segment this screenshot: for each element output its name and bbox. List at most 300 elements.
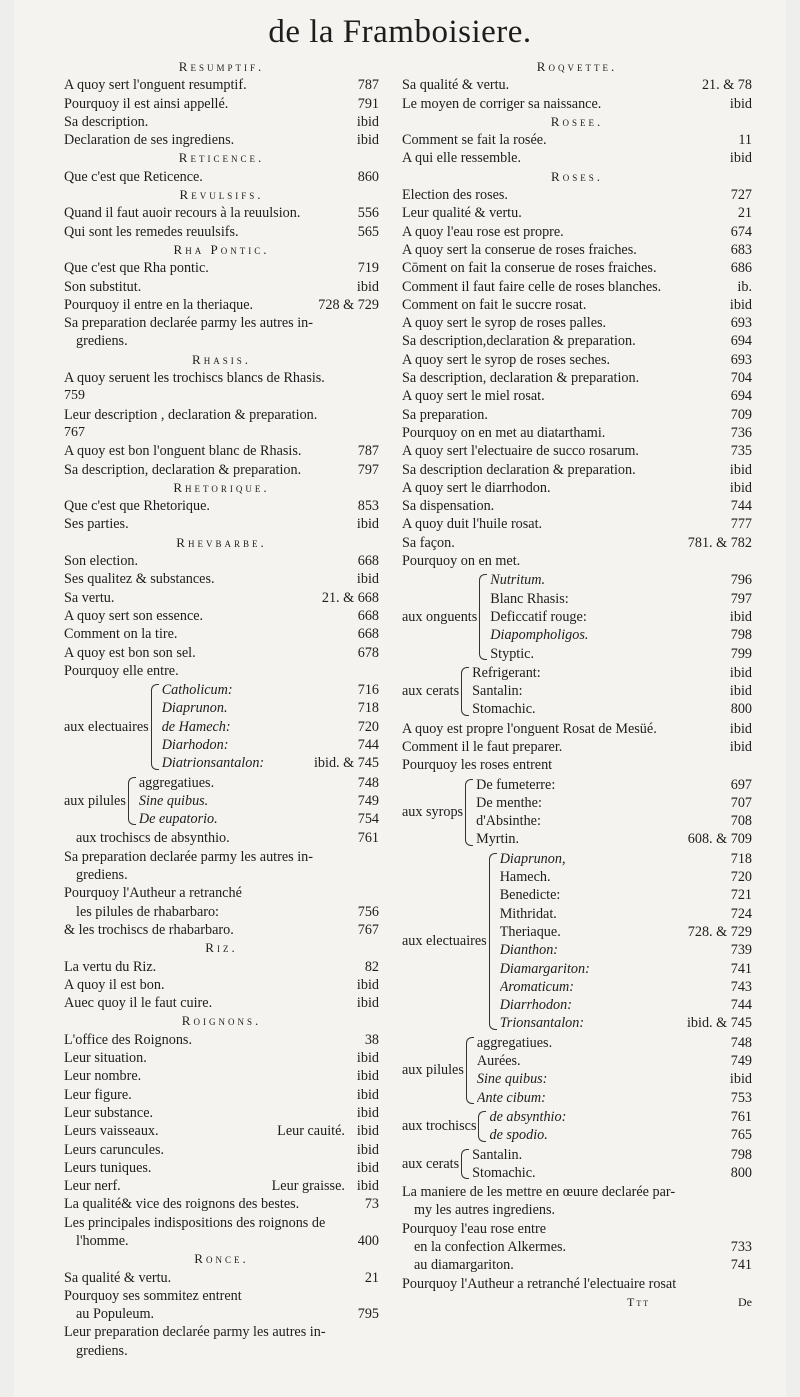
bracketed-group — [64, 774, 379, 829]
page-reference: 791 — [357, 95, 379, 112]
entry-text: Sa description, declaration & preparation. — [64, 461, 302, 478]
page-reference: 556 — [357, 205, 379, 222]
bracketed-group — [402, 571, 752, 662]
group-label: aux cerats — [402, 683, 460, 700]
entry-line — [64, 1342, 379, 1360]
entry-text: en la confection Alkermes. — [414, 1239, 567, 1255]
group-item — [490, 626, 752, 644]
group-item — [477, 1052, 752, 1070]
index-entry — [64, 406, 379, 424]
entry-text: A quoy duit l'huile rosat. — [402, 516, 543, 533]
index-entry — [402, 369, 752, 387]
page-reference: 733 — [730, 1239, 752, 1255]
index-entry — [64, 570, 379, 588]
index-entry — [402, 1183, 752, 1220]
entry-text: Sa vertu. — [64, 589, 115, 606]
entry-text: A quoy est propre l'onguent Rosat de Mesüé. — [402, 720, 657, 737]
brace-icon — [128, 777, 136, 826]
group-item — [500, 1014, 752, 1032]
entry-text-continued: grediens. — [76, 333, 128, 350]
index-entry — [402, 534, 752, 552]
index-entry — [402, 442, 752, 460]
group-label: aux onguents — [402, 608, 478, 625]
page-reference: 761 — [730, 1108, 752, 1125]
index-entry — [64, 1214, 379, 1251]
page-reference: ibid — [729, 461, 752, 478]
entry-text: Auec quoy il le faut cuire. — [64, 995, 213, 1012]
page-reference: ibid — [356, 571, 379, 588]
group-item — [500, 978, 752, 996]
page-reference: 744 — [730, 997, 752, 1014]
group-item — [139, 774, 379, 792]
entry-line — [64, 1232, 379, 1250]
entry-text: Leur nerf. — [64, 1178, 121, 1195]
page-reference: 668 — [357, 626, 379, 643]
page-reference: 704 — [730, 370, 752, 387]
page-reference: 668 — [357, 607, 379, 624]
group-label: aux electuaires — [402, 933, 487, 950]
entry-text: Sa dispensation. — [402, 498, 495, 515]
group-item — [489, 1126, 752, 1144]
entry-text: A qui elle ressemble. — [402, 150, 521, 167]
entry-text: Ante cibum: — [476, 1089, 546, 1106]
page-reference: 787 — [357, 443, 379, 460]
group-item — [476, 776, 752, 794]
page-reference: 754 — [357, 811, 379, 828]
book-page — [14, 0, 786, 1397]
group-items — [472, 664, 752, 719]
page-reference: 721 — [730, 887, 752, 904]
group-label: aux cerats — [402, 1155, 460, 1172]
page-reference: 11 — [738, 132, 752, 149]
page-reference: 728 & 729 — [318, 296, 379, 313]
page-reference: 749 — [730, 1053, 752, 1070]
entry-text: Mithridat. — [499, 905, 557, 922]
entry-text: Leurs caruncules. — [64, 1141, 165, 1158]
index-entry — [402, 1275, 752, 1293]
brace-icon — [466, 1037, 474, 1104]
signature-mark: Ttt — [627, 1294, 651, 1309]
entry-text: Comment se fait la rosée. — [402, 132, 547, 149]
index-entry — [64, 958, 379, 976]
group-item — [477, 1070, 752, 1088]
index-entry — [64, 76, 379, 94]
index-entry — [402, 76, 752, 94]
group-items — [500, 850, 752, 1033]
index-entry — [402, 278, 752, 296]
page-reference: ibid — [356, 995, 379, 1012]
entry-text: Leur figure. — [64, 1086, 132, 1103]
index-entry — [64, 1305, 379, 1323]
index-entry — [64, 369, 379, 387]
section-heading: Rha Pontic. — [173, 241, 270, 257]
entry-text: Pourquoy on en met au diatarthami. — [402, 424, 606, 441]
brace-icon — [151, 684, 159, 769]
entry-text: Que c'est que Rhetorique. — [64, 498, 210, 515]
index-entry — [402, 332, 752, 350]
entry-text: La vertu du Riz. — [64, 958, 157, 975]
entry-text: A quoy l'eau rose est propre. — [402, 223, 564, 240]
index-entry — [64, 168, 379, 186]
entry-text: L'office des Roignons. — [64, 1031, 192, 1048]
group-item — [162, 699, 379, 717]
bracketed-group — [402, 1146, 752, 1183]
page-reference: 860 — [357, 168, 379, 185]
index-entry — [402, 149, 752, 167]
group-item — [500, 923, 752, 941]
page-reference: ibid — [356, 1104, 379, 1121]
page-reference: 753 — [730, 1089, 752, 1106]
page-reference: ibid — [356, 1086, 379, 1103]
entry-text: Declaration de ses ingrediens. — [64, 132, 235, 149]
index-entry — [64, 1122, 379, 1140]
group-item — [490, 608, 752, 626]
group-items — [162, 681, 379, 772]
page-reference: 709 — [730, 406, 752, 423]
page-reference: 756 — [357, 903, 379, 920]
group-item — [472, 1164, 752, 1182]
page-reference: ibid — [356, 113, 379, 130]
page-reference: 694 — [730, 388, 752, 405]
brace-icon — [461, 667, 469, 716]
group-item — [162, 681, 379, 699]
bracketed-group — [64, 681, 379, 772]
entry-text: Pourquoy elle entre. — [64, 662, 179, 679]
entry-text: au diamargariton. — [414, 1257, 514, 1274]
index-entry — [64, 829, 379, 847]
entry-text-continued: my les autres ingrediens. — [414, 1202, 556, 1219]
section-heading: Ronce. — [194, 1251, 249, 1267]
group-items — [139, 774, 379, 829]
entry-text: Le moyen de corriger sa naissance. — [402, 95, 602, 112]
index-entry — [64, 95, 379, 113]
page-reference: 744 — [357, 736, 379, 753]
index-entry — [402, 204, 752, 222]
index-entry — [64, 1104, 379, 1122]
group-label: aux syrops — [402, 804, 464, 821]
page-reference: ibid. & 745 — [313, 755, 379, 772]
index-entry — [64, 884, 379, 902]
index-entry — [402, 424, 752, 442]
index-entry — [64, 552, 379, 570]
entry-text: Dianthon: — [499, 942, 559, 959]
entry-text: Sa description declaration & preparation. — [402, 461, 636, 478]
section-heading: Resumptif. — [178, 59, 265, 74]
entry-text: A quoy seruent les trochiscs blancs de Rhasis. — [64, 370, 325, 387]
page-reference: 787 — [357, 77, 379, 94]
index-entry — [64, 589, 379, 607]
entry-text-continued: grediens. — [76, 1342, 128, 1359]
bracketed-group — [402, 776, 752, 849]
group-label: aux pilules — [402, 1062, 464, 1079]
page-reference: ibid — [356, 1068, 379, 1085]
entry-text: aggregatiues. — [138, 774, 215, 791]
page-title: de la Framboisiere. — [268, 14, 532, 50]
page-reference: ibid — [356, 132, 379, 149]
group-item — [472, 1146, 752, 1164]
entry-text: Les principales indispositions des roignons de — [64, 1214, 326, 1231]
entry-text: Leur description , declaration & preparation. — [64, 406, 318, 423]
index-entry — [64, 607, 379, 625]
entry-text: au Populeum. — [76, 1306, 155, 1323]
entry-text: A quoy sert le syrop de roses seches. — [402, 351, 611, 368]
page-reference: 674 — [730, 223, 752, 240]
group-item — [500, 868, 752, 886]
page-reference: ibid — [356, 1178, 379, 1195]
page-reference: 800 — [730, 701, 752, 718]
left-column — [64, 58, 379, 1360]
entry-text: Comment il faut faire celle de roses blanches. — [402, 278, 662, 295]
brace-icon — [478, 1111, 486, 1142]
index-entry — [402, 515, 752, 533]
index-entry — [64, 1177, 379, 1195]
section-heading: Rhevbarbe. — [176, 534, 267, 550]
index-entry — [64, 1141, 379, 1159]
entry-text: A quoy sert le syrop de roses palles. — [402, 315, 607, 332]
group-items — [489, 1108, 752, 1145]
index-entry — [402, 479, 752, 497]
right-column — [402, 58, 752, 1311]
page-reference: 741 — [730, 1257, 752, 1274]
index-entry — [402, 296, 752, 314]
entry-text: Comment on fait le succre rosat. — [402, 296, 587, 313]
entry-text: Aromaticum: — [499, 978, 575, 995]
index-entry — [64, 1031, 379, 1049]
entry-text: Diarrhodon: — [499, 997, 572, 1014]
entry-text: A quoy est bon son sel. — [64, 644, 196, 661]
page-reference: 718 — [357, 700, 379, 717]
index-entry — [64, 497, 379, 515]
group-item — [477, 1034, 752, 1052]
section-heading: Roses. — [551, 168, 603, 184]
group-item — [476, 830, 752, 848]
entry-text: Diapompholigos. — [490, 627, 589, 644]
entry-text: Aurées. — [476, 1053, 521, 1070]
bracketed-group — [402, 664, 752, 719]
page-reference: 718 — [730, 850, 752, 867]
page-reference: 800 — [730, 1164, 752, 1181]
page-reference: ibid — [356, 1050, 379, 1067]
entry-text: Theriaque. — [499, 923, 561, 940]
section-heading: Revulsifs. — [179, 187, 264, 203]
group-item — [162, 718, 379, 736]
index-entry — [64, 994, 379, 1012]
index-entry — [64, 278, 379, 296]
page-reference: 693 — [730, 315, 752, 332]
entry-text: Leurs tuniques. — [64, 1159, 152, 1176]
entry-text: Comment on la tire. — [64, 626, 178, 643]
entry-text: les pilules de rhabarbaro: — [76, 903, 220, 920]
entry-text: Pourquoy on en met. — [402, 553, 521, 570]
section-heading: Riz. — [205, 940, 238, 956]
page-reference: 21 — [737, 205, 752, 222]
entry-text: Sa qualité & vertu. — [402, 77, 510, 94]
index-entry — [402, 241, 752, 259]
entry-text: Styptic. — [490, 645, 535, 662]
entry-text: Sa preparation declarée parmy les autres in- — [64, 315, 313, 332]
page-reference: 697 — [730, 776, 752, 793]
entry-text: Sa preparation declarée parmy les autres in- — [64, 848, 313, 865]
page-reference: 38 — [364, 1031, 379, 1048]
page-reference: 749 — [357, 792, 379, 809]
entry-line — [64, 1214, 379, 1232]
entry-text: A quoy sert l'electuaire de succo rosarum. — [402, 443, 639, 460]
entry-text: De fumeterre: — [476, 776, 556, 793]
index-entry — [402, 259, 752, 277]
index-entry — [64, 1195, 379, 1213]
group-item — [472, 682, 752, 700]
index-entry — [64, 223, 379, 241]
entry-text: Sa qualité & vertu. — [64, 1269, 172, 1286]
page-reference: 400 — [357, 1233, 379, 1249]
page-reference: 735 — [730, 443, 752, 460]
entry-text: Ses parties. — [64, 516, 129, 533]
entry-line — [402, 1183, 752, 1201]
page-reference: 748 — [730, 1034, 752, 1051]
page-reference: 744 — [730, 498, 752, 515]
page-reference: 608. & 709 — [687, 831, 752, 848]
page-reference: 73 — [364, 1196, 379, 1213]
page-reference: 727 — [730, 187, 752, 204]
page-reference: 767 — [357, 921, 379, 938]
group-item — [490, 645, 752, 663]
catchword: De — [738, 1294, 752, 1309]
index-entry — [402, 756, 752, 774]
entry-text: Son substitut. — [64, 278, 142, 295]
entry-text: aux trochiscs de absynthio. — [76, 830, 230, 847]
group-item — [477, 1089, 752, 1107]
group-items — [490, 571, 752, 662]
entry-text: de Hamech: — [161, 718, 231, 735]
entry-text: Diaprunon, — [499, 850, 566, 867]
section-heading: Roignons. — [181, 1013, 262, 1029]
entry-text: Son election. — [64, 553, 139, 570]
page-reference: 741 — [730, 960, 752, 977]
entry-text: Pourquoy les roses entrent — [402, 757, 553, 774]
page-reference: 668 — [357, 553, 379, 570]
entry-line — [64, 866, 379, 884]
index-entry — [64, 259, 379, 277]
entry-text: Sa description, declaration & preparation. — [402, 370, 640, 387]
entry-text: Que c'est que Rha pontic. — [64, 260, 209, 277]
index-entry — [64, 921, 379, 939]
index-entry — [402, 223, 752, 241]
entry-text: La qualité& vice des roignons des bestes. — [64, 1196, 300, 1213]
page-reference: 728. & 729 — [687, 923, 752, 940]
page-reference: 795 — [357, 1306, 379, 1323]
page-reference: ibid — [729, 664, 752, 681]
entry-text: Sa description. — [64, 113, 149, 130]
index-entry — [64, 1269, 379, 1287]
group-label: aux pilules — [64, 792, 126, 809]
entry-text: Pourquoy il entre en la theriaque. — [64, 296, 254, 313]
index-entry — [402, 1256, 752, 1274]
page-reference: 683 — [730, 241, 752, 258]
index-entry — [402, 1220, 752, 1238]
index-entry — [64, 296, 379, 314]
page-reference: ibid — [729, 150, 752, 167]
index-entry — [64, 461, 379, 479]
entry-text: A quoy est bon l'onguent blanc de Rhasis. — [64, 443, 302, 460]
page-reference: 765 — [730, 1127, 752, 1144]
page-reference: 21. & 668 — [321, 589, 379, 606]
entry-text: Leurs vaisseaux. — [64, 1123, 159, 1140]
page-reference: 678 — [357, 644, 379, 661]
entry-text: Sine quibus: — [476, 1071, 548, 1088]
group-item — [500, 850, 752, 868]
page-reference: 798 — [730, 627, 752, 644]
entry-text-secondary: Leur cauité. — [277, 1123, 345, 1140]
page-reference: ibid — [729, 479, 752, 496]
entry-line — [64, 848, 379, 866]
entry-text: Diamargariton: — [499, 960, 590, 977]
group-item — [476, 812, 752, 830]
page-reference: 720 — [357, 718, 379, 735]
entry-text: Leur preparation declarée parmy les autres in- — [64, 1324, 326, 1341]
page-reference: ibid — [729, 738, 752, 755]
page-reference: 686 — [730, 260, 752, 277]
entry-text: Leur qualité & vertu. — [402, 205, 522, 222]
page-reference: 724 — [730, 905, 752, 922]
page-reference: 693 — [730, 351, 752, 368]
group-item — [500, 960, 752, 978]
page-reference: 743 — [730, 978, 752, 995]
page-reference: 736 — [730, 424, 752, 441]
bracketed-group — [402, 1108, 752, 1145]
index-entry — [64, 204, 379, 222]
page-reference: ibid — [729, 720, 752, 737]
index-entry — [402, 1238, 752, 1256]
entry-text: Sa preparation. — [402, 406, 488, 423]
index-entry — [64, 314, 379, 351]
entry-text: Leur substance. — [64, 1104, 154, 1121]
index-entry — [64, 903, 379, 921]
page-reference: 739 — [730, 942, 752, 959]
section-heading: Rosee. — [550, 113, 604, 129]
page-reference: ibid — [729, 683, 752, 700]
brace-icon — [489, 853, 497, 1030]
group-item — [139, 792, 379, 810]
section-heading: Rhasis. — [192, 351, 251, 367]
group-item — [162, 754, 379, 772]
group-label: aux electuaires — [64, 718, 149, 735]
entry-text: Catholicum: — [161, 682, 233, 699]
page-footer — [402, 1293, 752, 1311]
page-reference: 798 — [730, 1146, 752, 1163]
index-entry — [402, 497, 752, 515]
entry-text: Sine quibus. — [138, 792, 209, 809]
entry-text: A quoy il est bon. — [64, 976, 165, 993]
entry-text: Pourquoy l'Autheur a retranché l'electuaire rosat — [402, 1275, 677, 1292]
index-entry — [64, 662, 379, 680]
group-items — [472, 1146, 752, 1183]
entry-text: Santalin. — [472, 1146, 523, 1163]
index-entry — [402, 351, 752, 369]
page-reference: ibid — [729, 1071, 752, 1088]
entry-line — [64, 332, 379, 350]
index-entry — [64, 1067, 379, 1085]
entry-text: Pourquoy ses sommitez entrent — [64, 1287, 242, 1304]
page-reference: ibid — [356, 1141, 379, 1158]
page-reference: ib. — [737, 278, 752, 295]
index-entry — [402, 461, 752, 479]
page-reference: 781. & 782 — [687, 534, 752, 551]
index-entry — [402, 186, 752, 204]
page-reference: 565 — [357, 223, 379, 240]
entry-text-secondary: Leur graisse. — [271, 1178, 345, 1195]
entry-text: & les trochiscs de rhabarbaro. — [64, 921, 234, 938]
index-entry — [64, 625, 379, 643]
